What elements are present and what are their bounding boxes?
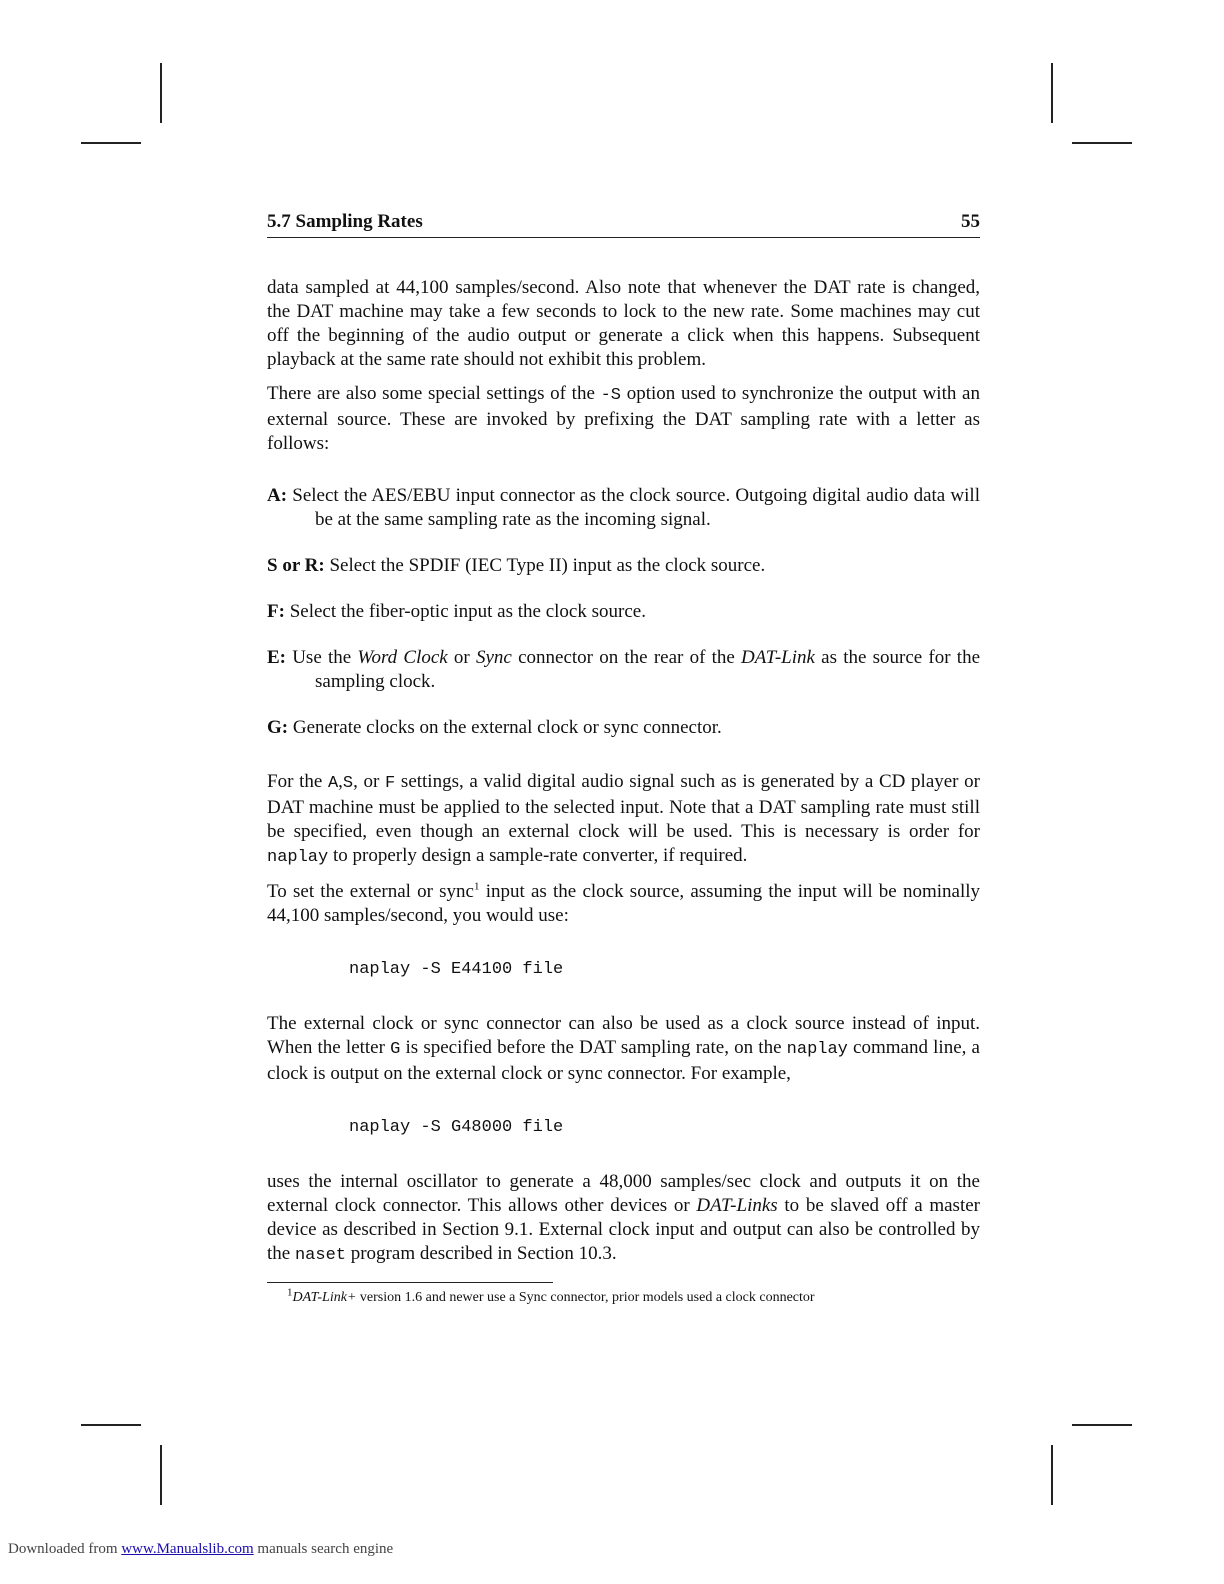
footnote-rule	[267, 1282, 553, 1283]
paragraph: For the A,S, or F settings, a valid digital audio signal such as is generated by a CD player or DAT machine must be applied to the selected input. Note that a DAT sampling rate must still be specified, even though an external clock will be used. This is necessary is order for naplay to properly design a sample-rate converter, if required.	[267, 771, 981, 867]
page-body	[267, 210, 980, 1307]
section-title: 5.7 Sampling Rates	[267, 211, 423, 232]
option-item: A: Select the AES/EBU input connector as the clock source. Outgoing digital audio data will be at the same sampling rate as the incoming signal.	[267, 485, 980, 530]
paragraph: uses the internal oscillator to generate a 48,000 samples/sec clock and outputs it on the external clock connector. This allows other devices or DAT-Links to be slaved off a master device as described in Section 9.1. External clock input and output can also be controlled by the naset program described in Section 10.3.	[267, 1171, 980, 1265]
option-list	[267, 484, 980, 740]
crop-mark	[1072, 1424, 1132, 1426]
option-term: F:	[267, 601, 285, 622]
option-item: F: Select the fiber-optic input as the clock source.	[267, 601, 646, 622]
paragraph: There are also some special settings of the -S option used to synchronize the output with an external source. These are invoked by prefixing the DAT sampling rate with a letter as follows:	[267, 383, 980, 454]
page-number: 55	[961, 211, 980, 232]
crop-mark	[1051, 1445, 1053, 1505]
paragraph: To set the external or sync$^1$ input as the clock source, assuming the input will be nominally 44,100 samples/second, you would use:	[267, 880, 980, 926]
paragraph: data sampled at 44,100 samples/second. Also note that whenever the DAT rate is changed, the DAT machine may take a few seconds to lock to the new rate. Some machines may cut off the beginning of the audio output or generate a click when this happens. Subsequent playback at the same rate should not exhibit this problem.	[267, 277, 980, 370]
manualslib-link[interactable]: www.Manualslib.com	[121, 1541, 254, 1557]
option-term: G:	[267, 717, 289, 738]
option-item: E: Use the Word Clock or Sync connector on the rear of the DAT-Link as the source for the sampling clock.	[267, 647, 981, 692]
crop-mark	[81, 142, 141, 144]
footnote: $^1$DAT-Link+ version 1.6 and newer use a Sync connector, prior models used a clock connector	[287, 1286, 815, 1305]
crop-mark	[1072, 142, 1132, 144]
crop-mark	[1051, 63, 1053, 123]
footnote-ref: 1	[474, 880, 480, 893]
option-term: S or R:	[267, 555, 325, 576]
crop-mark	[81, 1424, 141, 1426]
paragraph: The external clock or sync connector can also be used as a clock source instead of input. When the letter G is specified before the DAT sampling rate, on the naplay command line, a clock is output on the external clock or sync connector. For example,	[267, 1013, 980, 1084]
crop-mark	[160, 1445, 162, 1505]
running-header	[267, 210, 980, 238]
code-example: naplay -S G48000 file	[349, 1118, 564, 1137]
option-item: G: Generate clocks on the external clock or sync connector.	[267, 717, 722, 738]
option-term: A:	[267, 485, 288, 506]
inline-code: -S	[600, 386, 621, 405]
option-term: E:	[267, 647, 286, 668]
option-item: S or R: Select the SPDIF (IEC Type II) input as the clock source.	[267, 555, 766, 576]
code-example: naplay -S E44100 file	[349, 960, 564, 979]
download-footer: Downloaded from www.Manualslib.com manuals search engine	[8, 1541, 394, 1557]
crop-mark	[160, 63, 162, 123]
